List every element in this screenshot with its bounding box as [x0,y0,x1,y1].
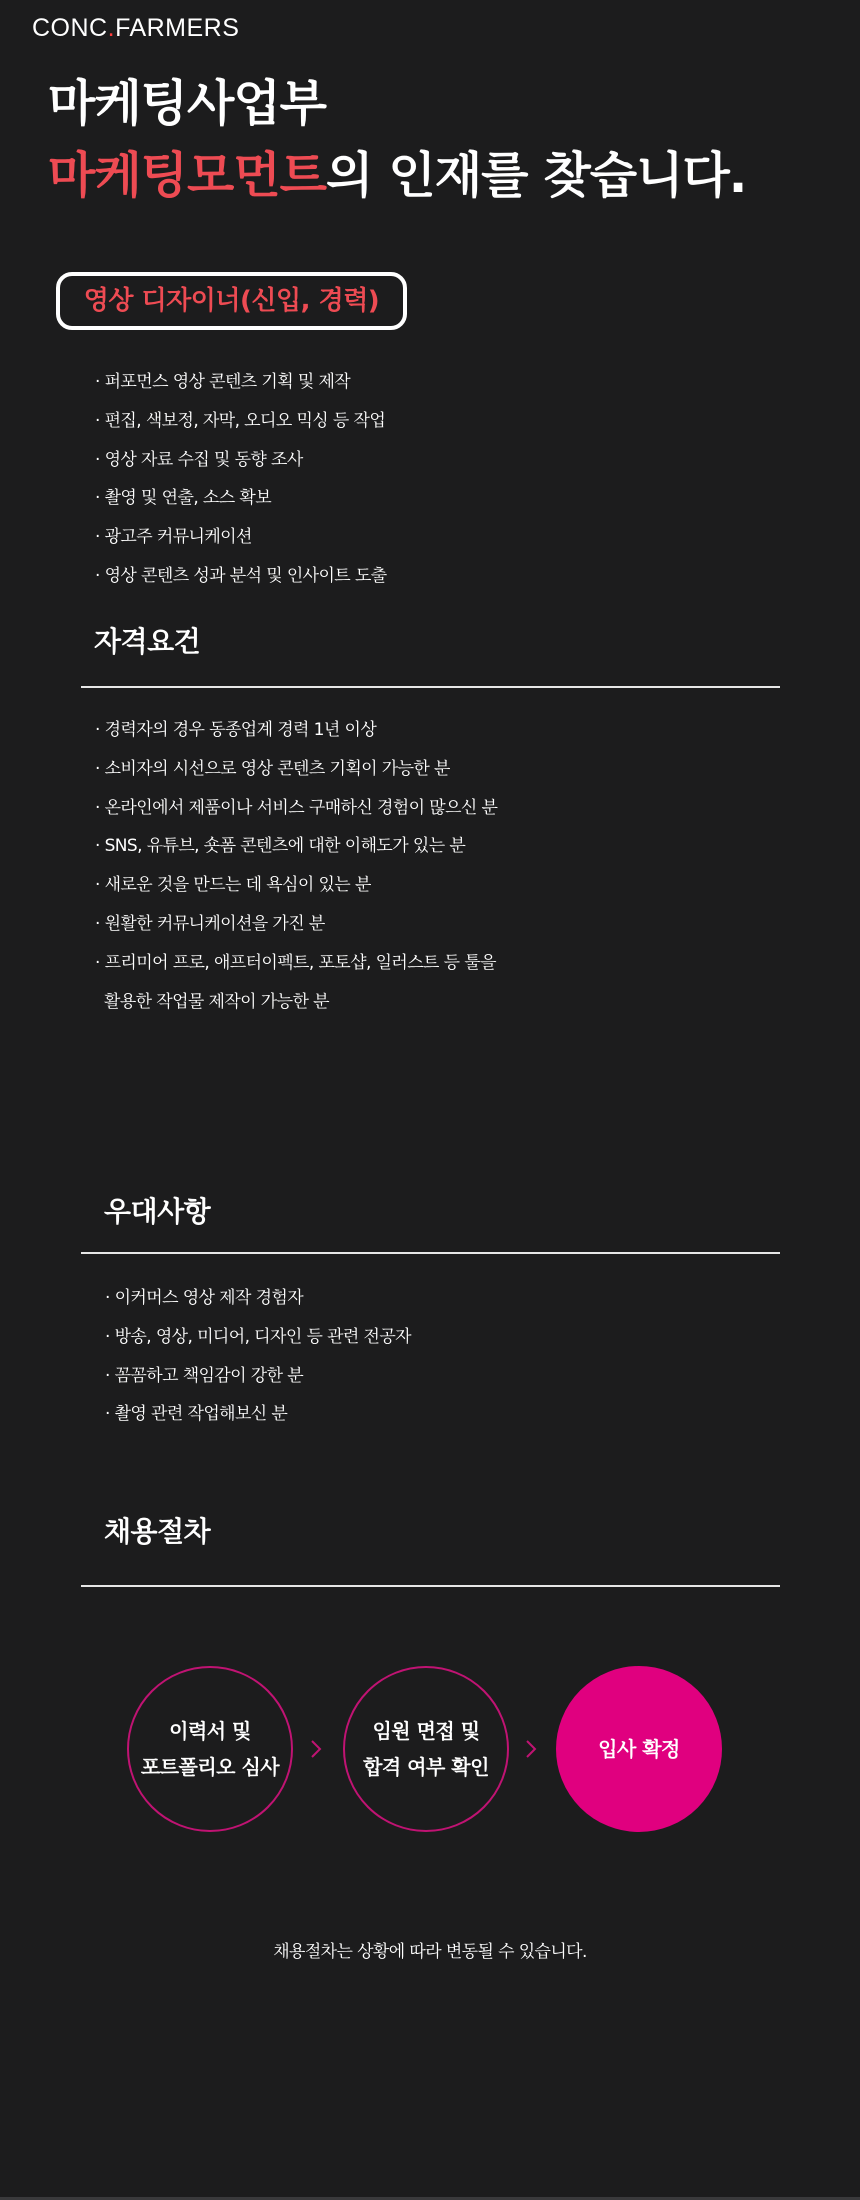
process-divider [81,1585,780,1587]
list-item: · 퍼포먼스 영상 콘텐츠 기획 및 제작 [95,372,351,392]
list-item: · 경력자의 경우 동종업계 경력 1년 이상 [95,720,377,740]
process-title: 채용절차 [104,1515,211,1548]
duties-list [95,363,387,596]
list-item: · 원활한 커뮤니케이션을 가진 분 [95,913,325,934]
list-item: · 새로운 것을 만드는 데 욕심이 있는 분 [95,875,371,896]
preferences-list [105,1279,411,1434]
process-step-executive-interview [343,1666,509,1832]
hero-accent-text: 마케팅모먼트 [48,147,327,204]
list-item-line-2: 활용한 작업물 제작이 가능한 분 [104,991,329,1012]
list-item: · 꼼꼼하고 책임감이 강한 분 [105,1365,304,1386]
qualifications-title: 자격요건 [94,625,201,658]
logo-text-left: CONC [32,14,108,42]
process-step-hire-confirmed [556,1666,722,1832]
list-item: · 편집, 색보정, 자막, 오디오 믹싱 등 작업 [95,410,386,431]
preferences-title: 우대사항 [104,1195,211,1228]
list-item: · SNS, 유튜브, 숏폼 콘텐츠에 대한 이해도가 있는 분 [95,836,466,857]
list-item-line-1: · 프리미어 프로, 애프터이펙트, 포토샵, 일러스트 등 툴을 [95,952,496,973]
job-title-badge: 영상 디자이너(신입, 경력) [56,272,407,330]
list-item: · 소비자의 시선으로 영상 콘텐츠 기획이 가능한 분 [95,758,450,779]
preferences-divider [81,1252,780,1254]
list-item: · 영상 콘텐츠 성과 분석 및 인사이트 도출 [95,565,387,586]
qualifications-list [95,711,497,1021]
list-item: · 촬영 및 연출, 소스 확보 [95,488,272,509]
logo-text-right: FARMERS [115,14,240,42]
list-item: · 영상 자료 수집 및 동향 조사 [95,449,303,470]
step-label-line-2: 포트폴리오 심사 [140,1755,280,1779]
step-label: 입사 확정 [598,1737,680,1761]
hero-line-1: 마케팅사업부 [48,75,327,132]
chevron-right-icon [306,1734,328,1764]
qualifications-divider [81,686,780,688]
hero-rest-text: 의 인재를 찾습니다. [326,147,747,204]
step-label-line-1: 이력서 및 [169,1719,251,1743]
step-label-line-2: 합격 여부 확인 [363,1755,489,1779]
list-item: · 이커머스 영상 제작 경험자 [105,1288,304,1308]
list-item: · 촬영 관련 작업해보신 분 [105,1404,288,1425]
step-label-line-1: 임원 면접 및 [372,1719,480,1743]
list-item: · 광고주 커뮤니케이션 [95,527,252,548]
process-note: 채용절차는 상황에 따라 변동될 수 있습니다. [273,1942,587,1962]
list-item [95,944,497,1022]
chevron-right-icon [521,1734,543,1764]
hero-heading [48,68,746,212]
brand-logo[interactable] [32,14,239,43]
list-item: · 온라인에서 제품이나 서비스 구매하신 경험이 많으신 분 [95,797,498,818]
hero-line-2 [48,140,746,212]
logo-dot: . [107,14,116,42]
list-item: · 방송, 영상, 미디어, 디자인 등 관련 전공자 [105,1326,411,1347]
process-step-resume-review [127,1666,293,1832]
